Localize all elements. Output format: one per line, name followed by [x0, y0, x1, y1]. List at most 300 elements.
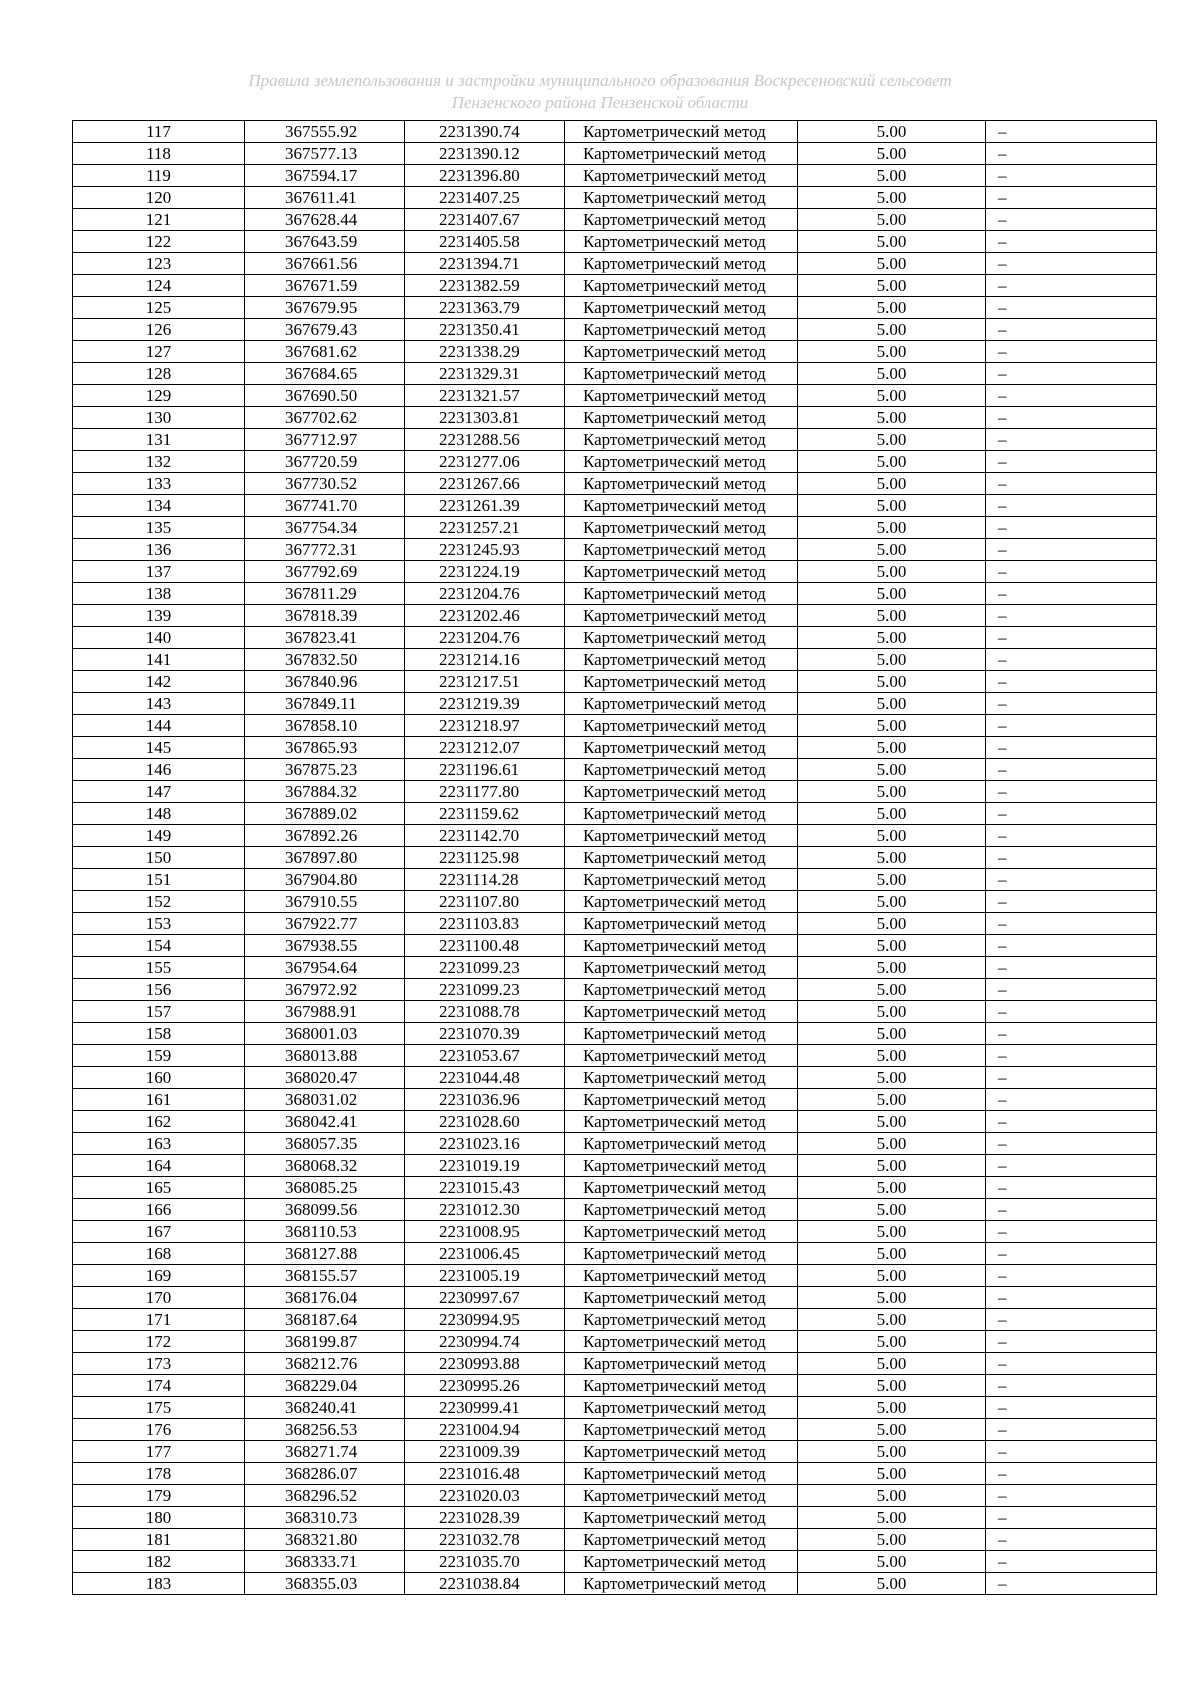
method-cell: Картометрический метод	[565, 1529, 798, 1551]
y-coordinate-cell: 2231390.74	[405, 121, 565, 143]
header-line-1: Правила землепользования и застройки муниципального образования Воскресеновский сельсовет	[248, 71, 952, 90]
accuracy-cell: 5.00	[798, 825, 986, 847]
x-coordinate-cell: 367849.11	[245, 693, 405, 715]
x-coordinate-cell: 367988.91	[245, 1001, 405, 1023]
point-number-cell: 127	[73, 341, 245, 363]
point-number-cell: 157	[73, 1001, 245, 1023]
y-coordinate-cell: 2231261.39	[405, 495, 565, 517]
y-coordinate-cell: 2231006.45	[405, 1243, 565, 1265]
table-row	[73, 1089, 1157, 1111]
table-row	[73, 429, 1157, 451]
accuracy-cell: 5.00	[798, 1463, 986, 1485]
accuracy-cell: 5.00	[798, 1001, 986, 1023]
method-cell: Картометрический метод	[565, 671, 798, 693]
x-coordinate-cell: 368013.88	[245, 1045, 405, 1067]
y-coordinate-cell: 2231394.71	[405, 253, 565, 275]
point-number-cell: 171	[73, 1309, 245, 1331]
table-row	[73, 231, 1157, 253]
y-coordinate-cell: 2231015.43	[405, 1177, 565, 1199]
note-cell: –	[986, 1221, 1157, 1243]
table-row	[73, 1221, 1157, 1243]
table-row	[73, 451, 1157, 473]
x-coordinate-cell: 368099.56	[245, 1199, 405, 1221]
table-row	[73, 143, 1157, 165]
y-coordinate-cell: 2231023.16	[405, 1133, 565, 1155]
y-coordinate-cell: 2231224.19	[405, 561, 565, 583]
point-number-cell: 147	[73, 781, 245, 803]
point-number-cell: 167	[73, 1221, 245, 1243]
point-number-cell: 117	[73, 121, 245, 143]
point-number-cell: 130	[73, 407, 245, 429]
note-cell: –	[986, 517, 1157, 539]
table-row	[73, 253, 1157, 275]
table-row	[73, 473, 1157, 495]
table-row	[73, 759, 1157, 781]
x-coordinate-cell: 368256.53	[245, 1419, 405, 1441]
accuracy-cell: 5.00	[798, 319, 986, 341]
x-coordinate-cell: 368229.04	[245, 1375, 405, 1397]
method-cell: Картометрический метод	[565, 407, 798, 429]
table-row	[73, 957, 1157, 979]
table-row	[73, 165, 1157, 187]
point-number-cell: 139	[73, 605, 245, 627]
note-cell: –	[986, 429, 1157, 451]
point-number-cell: 156	[73, 979, 245, 1001]
accuracy-cell: 5.00	[798, 935, 986, 957]
table-row	[73, 715, 1157, 737]
header-line-2: Пензенского района Пензенской области	[451, 93, 749, 112]
accuracy-cell: 5.00	[798, 121, 986, 143]
y-coordinate-cell: 2231099.23	[405, 957, 565, 979]
y-coordinate-cell: 2231204.76	[405, 627, 565, 649]
y-coordinate-cell: 2231212.07	[405, 737, 565, 759]
method-cell: Картометрический метод	[565, 1265, 798, 1287]
y-coordinate-cell: 2231053.67	[405, 1045, 565, 1067]
y-coordinate-cell: 2231407.67	[405, 209, 565, 231]
accuracy-cell: 5.00	[798, 891, 986, 913]
accuracy-cell: 5.00	[798, 671, 986, 693]
accuracy-cell: 5.00	[798, 363, 986, 385]
note-cell: –	[986, 473, 1157, 495]
y-coordinate-cell: 2231303.81	[405, 407, 565, 429]
x-coordinate-cell: 367858.10	[245, 715, 405, 737]
table-row	[73, 627, 1157, 649]
accuracy-cell: 5.00	[798, 847, 986, 869]
accuracy-cell: 5.00	[798, 1177, 986, 1199]
x-coordinate-cell: 368176.04	[245, 1287, 405, 1309]
point-number-cell: 123	[73, 253, 245, 275]
accuracy-cell: 5.00	[798, 1199, 986, 1221]
note-cell: –	[986, 341, 1157, 363]
table-row	[73, 1309, 1157, 1331]
note-cell: –	[986, 165, 1157, 187]
accuracy-cell: 5.00	[798, 253, 986, 275]
point-number-cell: 146	[73, 759, 245, 781]
point-number-cell: 128	[73, 363, 245, 385]
point-number-cell: 121	[73, 209, 245, 231]
note-cell: –	[986, 451, 1157, 473]
note-cell: –	[986, 605, 1157, 627]
y-coordinate-cell: 2231099.23	[405, 979, 565, 1001]
y-coordinate-cell: 2231363.79	[405, 297, 565, 319]
point-number-cell: 141	[73, 649, 245, 671]
y-coordinate-cell: 2231125.98	[405, 847, 565, 869]
note-cell: –	[986, 891, 1157, 913]
table-row	[73, 1111, 1157, 1133]
point-number-cell: 178	[73, 1463, 245, 1485]
point-number-cell: 163	[73, 1133, 245, 1155]
method-cell: Картометрический метод	[565, 1331, 798, 1353]
method-cell: Картометрический метод	[565, 1309, 798, 1331]
accuracy-cell: 5.00	[798, 561, 986, 583]
y-coordinate-cell: 2231257.21	[405, 517, 565, 539]
y-coordinate-cell: 2231100.48	[405, 935, 565, 957]
y-coordinate-cell: 2231005.19	[405, 1265, 565, 1287]
accuracy-cell: 5.00	[798, 1529, 986, 1551]
point-number-cell: 175	[73, 1397, 245, 1419]
point-number-cell: 131	[73, 429, 245, 451]
method-cell: Картометрический метод	[565, 539, 798, 561]
accuracy-cell: 5.00	[798, 407, 986, 429]
accuracy-cell: 5.00	[798, 737, 986, 759]
table-row	[73, 275, 1157, 297]
accuracy-cell: 5.00	[798, 1507, 986, 1529]
note-cell: –	[986, 1155, 1157, 1177]
accuracy-cell: 5.00	[798, 957, 986, 979]
method-cell: Картометрический метод	[565, 1287, 798, 1309]
accuracy-cell: 5.00	[798, 803, 986, 825]
y-coordinate-cell: 2231245.93	[405, 539, 565, 561]
method-cell: Картометрический метод	[565, 1155, 798, 1177]
x-coordinate-cell: 368085.25	[245, 1177, 405, 1199]
x-coordinate-cell: 367889.02	[245, 803, 405, 825]
point-number-cell: 119	[73, 165, 245, 187]
table-row	[73, 1573, 1157, 1595]
x-coordinate-cell: 367884.32	[245, 781, 405, 803]
table-row	[73, 1199, 1157, 1221]
x-coordinate-cell: 367730.52	[245, 473, 405, 495]
note-cell: –	[986, 1463, 1157, 1485]
method-cell: Картометрический метод	[565, 759, 798, 781]
note-cell: –	[986, 231, 1157, 253]
method-cell: Картометрический метод	[565, 1001, 798, 1023]
table-row	[73, 1243, 1157, 1265]
method-cell: Картометрический метод	[565, 583, 798, 605]
method-cell: Картометрический метод	[565, 1045, 798, 1067]
method-cell: Картометрический метод	[565, 1177, 798, 1199]
accuracy-cell: 5.00	[798, 1397, 986, 1419]
accuracy-cell: 5.00	[798, 231, 986, 253]
table-row	[73, 649, 1157, 671]
point-number-cell: 158	[73, 1023, 245, 1045]
x-coordinate-cell: 368110.53	[245, 1221, 405, 1243]
table-row	[73, 385, 1157, 407]
table-row	[73, 209, 1157, 231]
note-cell: –	[986, 1001, 1157, 1023]
point-number-cell: 135	[73, 517, 245, 539]
accuracy-cell: 5.00	[798, 693, 986, 715]
table-row	[73, 583, 1157, 605]
point-number-cell: 143	[73, 693, 245, 715]
accuracy-cell: 5.00	[798, 715, 986, 737]
method-cell: Картометрический метод	[565, 1485, 798, 1507]
note-cell: –	[986, 561, 1157, 583]
method-cell: Картометрический метод	[565, 473, 798, 495]
x-coordinate-cell: 367690.50	[245, 385, 405, 407]
note-cell: –	[986, 319, 1157, 341]
accuracy-cell: 5.00	[798, 1485, 986, 1507]
accuracy-cell: 5.00	[798, 1045, 986, 1067]
method-cell: Картометрический метод	[565, 165, 798, 187]
method-cell: Картометрический метод	[565, 561, 798, 583]
method-cell: Картометрический метод	[565, 1375, 798, 1397]
method-cell: Картометрический метод	[565, 209, 798, 231]
point-number-cell: 170	[73, 1287, 245, 1309]
accuracy-cell: 5.00	[798, 517, 986, 539]
x-coordinate-cell: 368127.88	[245, 1243, 405, 1265]
y-coordinate-cell: 2231405.58	[405, 231, 565, 253]
note-cell: –	[986, 1023, 1157, 1045]
x-coordinate-cell: 367679.95	[245, 297, 405, 319]
note-cell: –	[986, 297, 1157, 319]
note-cell: –	[986, 253, 1157, 275]
method-cell: Картометрический метод	[565, 231, 798, 253]
note-cell: –	[986, 1045, 1157, 1067]
accuracy-cell: 5.00	[798, 781, 986, 803]
point-number-cell: 140	[73, 627, 245, 649]
accuracy-cell: 5.00	[798, 297, 986, 319]
x-coordinate-cell: 368286.07	[245, 1463, 405, 1485]
point-number-cell: 162	[73, 1111, 245, 1133]
method-cell: Картометрический метод	[565, 1463, 798, 1485]
x-coordinate-cell: 368321.80	[245, 1529, 405, 1551]
x-coordinate-cell: 367840.96	[245, 671, 405, 693]
table-row	[73, 1397, 1157, 1419]
method-cell: Картометрический метод	[565, 825, 798, 847]
y-coordinate-cell: 2231202.46	[405, 605, 565, 627]
note-cell: –	[986, 869, 1157, 891]
y-coordinate-cell: 2231407.25	[405, 187, 565, 209]
point-number-cell: 169	[73, 1265, 245, 1287]
accuracy-cell: 5.00	[798, 1441, 986, 1463]
x-coordinate-cell: 367679.43	[245, 319, 405, 341]
note-cell: –	[986, 825, 1157, 847]
note-cell: –	[986, 1265, 1157, 1287]
method-cell: Картометрический метод	[565, 891, 798, 913]
accuracy-cell: 5.00	[798, 209, 986, 231]
note-cell: –	[986, 1111, 1157, 1133]
accuracy-cell: 5.00	[798, 473, 986, 495]
y-coordinate-cell: 2231382.59	[405, 275, 565, 297]
point-number-cell: 150	[73, 847, 245, 869]
method-cell: Картометрический метод	[565, 1573, 798, 1595]
x-coordinate-cell: 367555.92	[245, 121, 405, 143]
y-coordinate-cell: 2231329.31	[405, 363, 565, 385]
table-row	[73, 847, 1157, 869]
accuracy-cell: 5.00	[798, 1067, 986, 1089]
y-coordinate-cell: 2231020.03	[405, 1485, 565, 1507]
method-cell: Картометрический метод	[565, 847, 798, 869]
point-number-cell: 126	[73, 319, 245, 341]
x-coordinate-cell: 367792.69	[245, 561, 405, 583]
accuracy-cell: 5.00	[798, 143, 986, 165]
y-coordinate-cell: 2231214.16	[405, 649, 565, 671]
accuracy-cell: 5.00	[798, 869, 986, 891]
note-cell: –	[986, 1243, 1157, 1265]
point-number-cell: 133	[73, 473, 245, 495]
note-cell: –	[986, 1419, 1157, 1441]
point-number-cell: 160	[73, 1067, 245, 1089]
note-cell: –	[986, 1177, 1157, 1199]
table-row	[73, 825, 1157, 847]
accuracy-cell: 5.00	[798, 1265, 986, 1287]
method-cell: Картометрический метод	[565, 803, 798, 825]
table-row	[73, 1155, 1157, 1177]
x-coordinate-cell: 367628.44	[245, 209, 405, 231]
accuracy-cell: 5.00	[798, 1089, 986, 1111]
table-row	[73, 1001, 1157, 1023]
note-cell: –	[986, 781, 1157, 803]
note-cell: –	[986, 957, 1157, 979]
method-cell: Картометрический метод	[565, 187, 798, 209]
coordinates-table-body	[73, 121, 1157, 1595]
y-coordinate-cell: 2231038.84	[405, 1573, 565, 1595]
note-cell: –	[986, 1133, 1157, 1155]
point-number-cell: 180	[73, 1507, 245, 1529]
table-row	[73, 1353, 1157, 1375]
point-number-cell: 149	[73, 825, 245, 847]
y-coordinate-cell: 2231019.19	[405, 1155, 565, 1177]
y-coordinate-cell: 2231350.41	[405, 319, 565, 341]
y-coordinate-cell: 2231338.29	[405, 341, 565, 363]
method-cell: Картометрический метод	[565, 121, 798, 143]
table-row	[73, 1265, 1157, 1287]
x-coordinate-cell: 367661.56	[245, 253, 405, 275]
table-row	[73, 737, 1157, 759]
accuracy-cell: 5.00	[798, 275, 986, 297]
note-cell: –	[986, 1573, 1157, 1595]
table-row	[73, 693, 1157, 715]
note-cell: –	[986, 1397, 1157, 1419]
accuracy-cell: 5.00	[798, 495, 986, 517]
accuracy-cell: 5.00	[798, 385, 986, 407]
table-row	[73, 869, 1157, 891]
y-coordinate-cell: 2231267.66	[405, 473, 565, 495]
method-cell: Картометрический метод	[565, 143, 798, 165]
method-cell: Картометрический метод	[565, 517, 798, 539]
y-coordinate-cell: 2231142.70	[405, 825, 565, 847]
method-cell: Картометрический метод	[565, 1551, 798, 1573]
y-coordinate-cell: 2231321.57	[405, 385, 565, 407]
table-row	[73, 1375, 1157, 1397]
method-cell: Картометрический метод	[565, 319, 798, 341]
accuracy-cell: 5.00	[798, 1155, 986, 1177]
accuracy-cell: 5.00	[798, 605, 986, 627]
x-coordinate-cell: 367811.29	[245, 583, 405, 605]
y-coordinate-cell: 2231177.80	[405, 781, 565, 803]
note-cell: –	[986, 121, 1157, 143]
y-coordinate-cell: 2231035.70	[405, 1551, 565, 1573]
y-coordinate-cell: 2231277.06	[405, 451, 565, 473]
y-coordinate-cell: 2231218.97	[405, 715, 565, 737]
x-coordinate-cell: 368068.32	[245, 1155, 405, 1177]
table-row	[73, 1331, 1157, 1353]
accuracy-cell: 5.00	[798, 1111, 986, 1133]
point-number-cell: 174	[73, 1375, 245, 1397]
y-coordinate-cell: 2230994.74	[405, 1331, 565, 1353]
point-number-cell: 137	[73, 561, 245, 583]
method-cell: Картометрический метод	[565, 253, 798, 275]
table-row	[73, 1133, 1157, 1155]
note-cell: –	[986, 847, 1157, 869]
x-coordinate-cell: 367823.41	[245, 627, 405, 649]
y-coordinate-cell: 2231028.39	[405, 1507, 565, 1529]
note-cell: –	[986, 935, 1157, 957]
point-number-cell: 165	[73, 1177, 245, 1199]
y-coordinate-cell: 2230999.41	[405, 1397, 565, 1419]
y-coordinate-cell: 2230995.26	[405, 1375, 565, 1397]
y-coordinate-cell: 2231032.78	[405, 1529, 565, 1551]
point-number-cell: 153	[73, 913, 245, 935]
point-number-cell: 176	[73, 1419, 245, 1441]
note-cell: –	[986, 363, 1157, 385]
point-number-cell: 118	[73, 143, 245, 165]
method-cell: Картометрический метод	[565, 605, 798, 627]
x-coordinate-cell: 367684.65	[245, 363, 405, 385]
x-coordinate-cell: 368355.03	[245, 1573, 405, 1595]
note-cell: –	[986, 1331, 1157, 1353]
table-row	[73, 781, 1157, 803]
point-number-cell: 179	[73, 1485, 245, 1507]
point-number-cell: 151	[73, 869, 245, 891]
x-coordinate-cell: 367922.77	[245, 913, 405, 935]
point-number-cell: 142	[73, 671, 245, 693]
y-coordinate-cell: 2231009.39	[405, 1441, 565, 1463]
y-coordinate-cell: 2231044.48	[405, 1067, 565, 1089]
x-coordinate-cell: 367611.41	[245, 187, 405, 209]
note-cell: –	[986, 1529, 1157, 1551]
table-row	[73, 1441, 1157, 1463]
method-cell: Картометрический метод	[565, 297, 798, 319]
x-coordinate-cell: 367954.64	[245, 957, 405, 979]
method-cell: Картометрический метод	[565, 649, 798, 671]
method-cell: Картометрический метод	[565, 693, 798, 715]
accuracy-cell: 5.00	[798, 1375, 986, 1397]
point-number-cell: 177	[73, 1441, 245, 1463]
x-coordinate-cell: 368212.76	[245, 1353, 405, 1375]
method-cell: Картометрический метод	[565, 1243, 798, 1265]
accuracy-cell: 5.00	[798, 1023, 986, 1045]
y-coordinate-cell: 2231217.51	[405, 671, 565, 693]
y-coordinate-cell: 2231004.94	[405, 1419, 565, 1441]
point-number-cell: 181	[73, 1529, 245, 1551]
note-cell: –	[986, 737, 1157, 759]
note-cell: –	[986, 1309, 1157, 1331]
x-coordinate-cell: 368155.57	[245, 1265, 405, 1287]
note-cell: –	[986, 1287, 1157, 1309]
method-cell: Картометрический метод	[565, 781, 798, 803]
method-cell: Картометрический метод	[565, 495, 798, 517]
x-coordinate-cell: 367904.80	[245, 869, 405, 891]
note-cell: –	[986, 693, 1157, 715]
y-coordinate-cell: 2231114.28	[405, 869, 565, 891]
note-cell: –	[986, 1353, 1157, 1375]
point-number-cell: 173	[73, 1353, 245, 1375]
note-cell: –	[986, 143, 1157, 165]
table-row	[73, 891, 1157, 913]
point-number-cell: 161	[73, 1089, 245, 1111]
x-coordinate-cell: 368057.35	[245, 1133, 405, 1155]
